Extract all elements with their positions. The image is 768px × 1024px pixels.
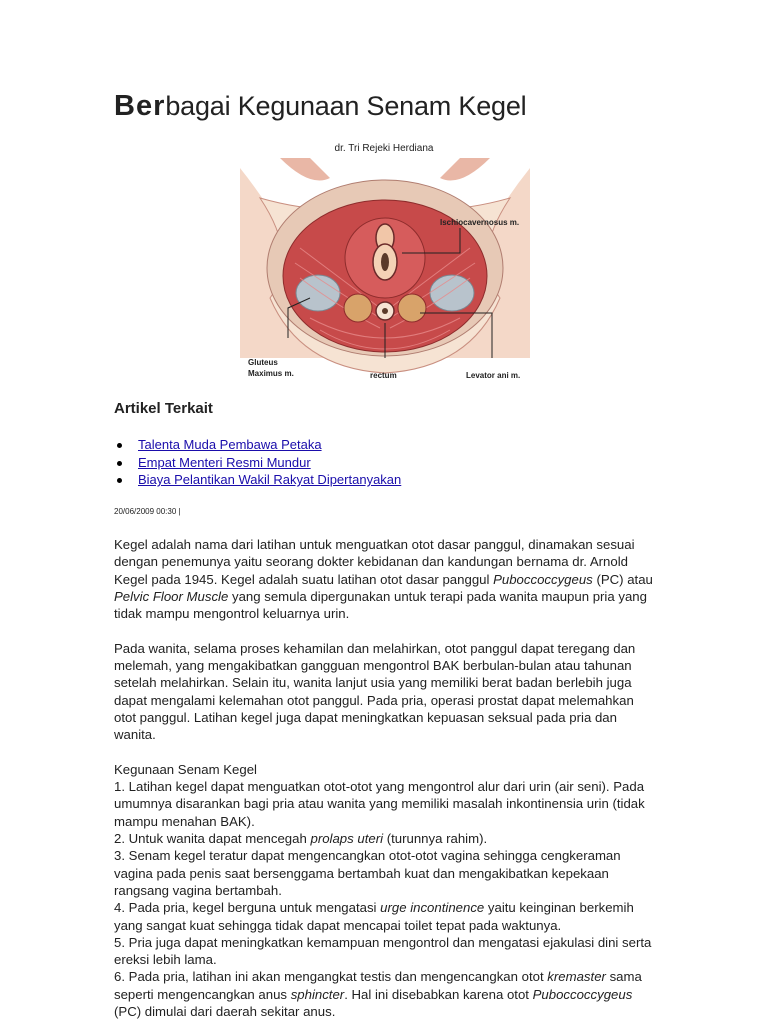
pelvic-floor-drawing — [240, 158, 530, 383]
item6-text-c: sama seperti mengencangkan anus — [114, 969, 642, 1002]
article-date: 20/06/2009 00:30 | — [114, 507, 181, 516]
related-link-1[interactable]: Talenta Muda Pembawa Petaka — [138, 437, 322, 452]
bullet-icon — [117, 478, 122, 483]
related-articles-heading: Artikel Terkait — [114, 400, 213, 417]
p1-text-e: yang semula dipergunakan untuk terapi pada wanita maupun pria yang tidak mampu mengontrol keluarnya urin. — [114, 588, 647, 622]
item2-text-c: (turunnya rahim). — [383, 831, 488, 847]
item6-text-e: . Hal ini disebabkan karena otot — [344, 986, 533, 1002]
pelvic-floor-illustration — [240, 158, 530, 383]
article-title — [114, 90, 526, 123]
item6-text-a: 6. Pada pria, latihan ini akan mengangkat testis dan mengencangkan otot — [114, 969, 548, 985]
paragraph-intro — [114, 536, 659, 622]
label-ischiocavernosus: Ischiocavernosus m. — [440, 218, 520, 227]
uses-heading: Kegunaan Senam Kegel — [114, 761, 257, 777]
item4-text-c: yaitu keinginan berkemih yang sangat kuat sehingga tidak dapat mencapai toilet tepat pada waktunya. — [114, 900, 634, 933]
item6-term-kremaster: kremaster — [547, 969, 606, 985]
item6-term-sphincter: sphincter — [290, 986, 345, 1002]
p1-text-a: Kegel adalah nama dari latihan untuk menguatkan otot dasar panggul, dinamakan sesuai dengan penemunya yaitu seorang dokter kebidanan dan kandungan bernama dr. Arnold Kegel pada 1945. Kegel adalah suatu latihan otot dasar panggul — [114, 537, 635, 587]
use-item-3: 3. Senam kegel teratur dapat mengencangkan otot-otot vagina sehingga cengkeraman vagina pada penis saat bersenggama bertambah kuat dan mengakibatkan kepekaan rangsang vagina bertambah. — [114, 848, 621, 898]
related-articles-list — [138, 436, 401, 489]
use-item-4 — [114, 899, 659, 934]
related-link-2[interactable]: Empat Menteri Resmi Mundur — [138, 454, 311, 470]
label-rectum: rectum — [370, 371, 397, 380]
use-item-1: 1. Latihan kegel dapat menguatkan otot-otot yang mengontrol alur dari urin (air seni). Pada umumnya disarankan bagi pria atau wanita yang memiliki masalah inkontinensia urin (tidak mampu menahan BAK). — [114, 779, 645, 829]
p1-term-pc: Puboccoccygeus — [493, 571, 593, 587]
article-author: dr. Tri Rejeki Herdiana — [334, 143, 434, 154]
p1-term-pelvic: Pelvic Floor Muscle — [114, 588, 229, 604]
list-item — [138, 454, 401, 472]
list-item — [138, 436, 401, 454]
bullet-icon — [117, 461, 122, 466]
item6-text-g: (PC) dimulai dari daerah sekitar anus. — [114, 1004, 336, 1020]
item2-term: prolaps uteri — [310, 831, 384, 847]
item4-text-a: 4. Pada pria, kegel berguna untuk mengatasi — [114, 900, 381, 916]
use-item-6 — [114, 968, 659, 1020]
p1-text-c: (PC) atau — [592, 571, 653, 587]
bullet-icon — [117, 443, 122, 448]
paragraph-women: Pada wanita, selama proses kehamilan dan melahirkan, otot panggul dapat teregang dan melemah, yang mengakibatkan gangguan mengontrol BAK berbulan-bulan atau tahunan setelah melahirkan. Selain itu, wanita lanjut usia yang memiliki berat badan berlebih juga dapat mengalami kelemahan otot panggul. Pada pria, operasi prostat dapat melemahkan otot panggul. Latihan kegel juga dapat meningkatkan kepuasan seksual pada pria dan wanita. — [114, 640, 636, 743]
use-item-2 — [114, 830, 659, 847]
article-body — [114, 536, 659, 1020]
item4-term: urge incontinence — [380, 900, 485, 916]
item2-text-a: 2. Untuk wanita dapat mencegah — [114, 831, 311, 847]
related-link-3[interactable]: Biaya Pelantikan Wakil Rakyat Dipertanyakan — [138, 472, 402, 487]
label-levator-ani: Levator ani m. — [466, 371, 521, 380]
label-gluteus-2: Maximus m. — [248, 369, 294, 378]
item6-term-pc: Puboccoccygeus — [532, 986, 633, 1002]
title-lead: Ber — [114, 90, 166, 122]
list-item — [138, 471, 401, 489]
label-gluteus-1: Gluteus — [248, 358, 278, 367]
use-item-5: 5. Pria juga dapat meningkatkan kemampuan mengontrol dan mengatasi ejakulasi dini serta ereksi lebih lama. — [114, 934, 652, 968]
title-rest: bagai Kegunaan Senam Kegel — [165, 91, 527, 121]
